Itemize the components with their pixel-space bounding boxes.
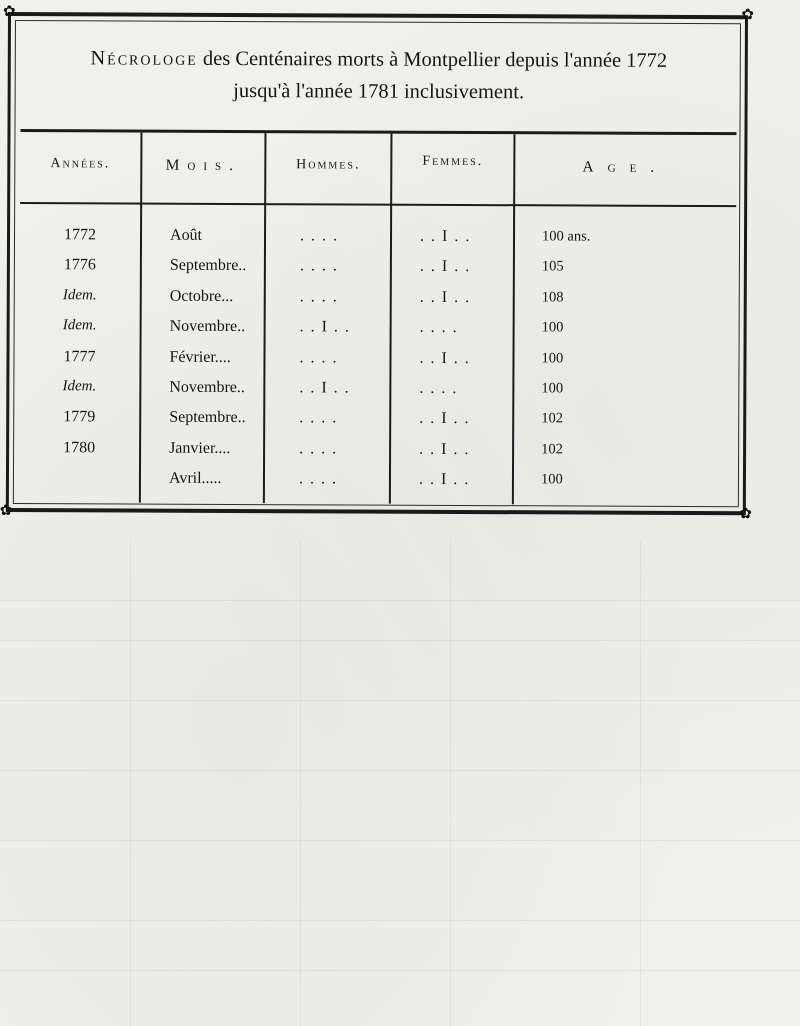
month-cell: Avril.....: [168, 469, 222, 488]
header-month: Mois.: [165, 156, 242, 175]
table-row: [9, 408, 743, 441]
corner-ornament-icon: ✿: [2, 3, 16, 21]
men-count-cell: ....: [299, 288, 344, 306]
women-count-cell: ..I..: [419, 349, 476, 367]
table-row: [10, 287, 744, 320]
age-cell: 108: [541, 289, 564, 306]
header-years: Années.: [50, 156, 111, 172]
women-count-cell: ....: [419, 318, 464, 337]
month-cell: Septembre..: [169, 257, 247, 275]
men-count-cell: ..I..: [299, 379, 356, 397]
table-row: [10, 317, 744, 350]
title-line-1-text: des Centénaires morts à Montpellier depuis l'année 1772: [202, 47, 668, 72]
month-cell: Octobre...: [169, 287, 234, 305]
men-count-cell: ....: [299, 348, 344, 367]
men-count-cell: ....: [299, 409, 344, 427]
age-cell: 100: [541, 349, 564, 367]
age-cell: 100: [541, 319, 564, 336]
title-line-2: jusqu'à l'année 1781 inclusivement.: [233, 79, 525, 104]
year-cell: [9, 469, 149, 470]
table-row: [9, 439, 743, 472]
title-line-1: [21, 42, 737, 77]
table-title: [21, 42, 737, 109]
header-women: Femmes.: [422, 153, 484, 170]
year-cell: 1777: [63, 347, 96, 365]
table-row: [9, 378, 743, 411]
men-count-cell: ....: [299, 257, 344, 275]
women-count-cell: ..I..: [418, 470, 476, 489]
year-cell: Idem.: [62, 317, 97, 334]
age-cell: 100: [541, 380, 564, 397]
month-cell: Février....: [169, 348, 231, 366]
year-cell: Idem.: [62, 287, 97, 304]
table-row: [9, 469, 743, 502]
age-cell: 100: [540, 471, 563, 488]
men-count-cell: ....: [299, 227, 345, 245]
year-cell: 1779: [63, 408, 96, 426]
women-count-cell: ..I..: [419, 440, 476, 458]
table-row: [9, 348, 743, 381]
women-count-cell: ..I..: [419, 288, 477, 306]
men-count-cell: ..I..: [299, 318, 356, 336]
women-count-cell: ..I..: [419, 410, 476, 428]
men-count-cell: ....: [298, 470, 344, 488]
year-cell: 1772: [63, 226, 97, 244]
age-cell: 105: [541, 258, 564, 275]
table-row: [10, 226, 744, 259]
title-small-caps: Nécrologe: [90, 47, 198, 70]
necrology-table: [0, 3, 755, 523]
men-count-cell: ....: [299, 440, 344, 458]
table-row: [10, 256, 744, 289]
corner-ornament-icon: ✿: [0, 502, 13, 520]
month-cell: Août: [169, 226, 203, 244]
age-cell: 102: [541, 410, 564, 427]
age-cell: 102: [541, 441, 563, 458]
header-age: Age.: [582, 158, 669, 176]
women-count-cell: ..I..: [419, 258, 477, 276]
year-cell: Idem.: [62, 378, 97, 395]
age-cell: 100 ans.: [541, 228, 591, 245]
month-cell: Novembre..: [169, 378, 245, 397]
year-cell: 1780: [63, 439, 96, 457]
women-count-cell: ..I..: [419, 227, 477, 246]
corner-ornament-icon: ✿: [741, 7, 755, 24]
year-cell: 1776: [63, 256, 96, 274]
month-cell: Novembre..: [169, 317, 246, 336]
header-men: Hommes.: [296, 157, 361, 173]
women-count-cell: ....: [419, 379, 464, 397]
month-cell: Septembre..: [169, 409, 246, 427]
month-cell: Janvier....: [169, 439, 231, 457]
corner-ornament-icon: ✿: [739, 506, 752, 523]
